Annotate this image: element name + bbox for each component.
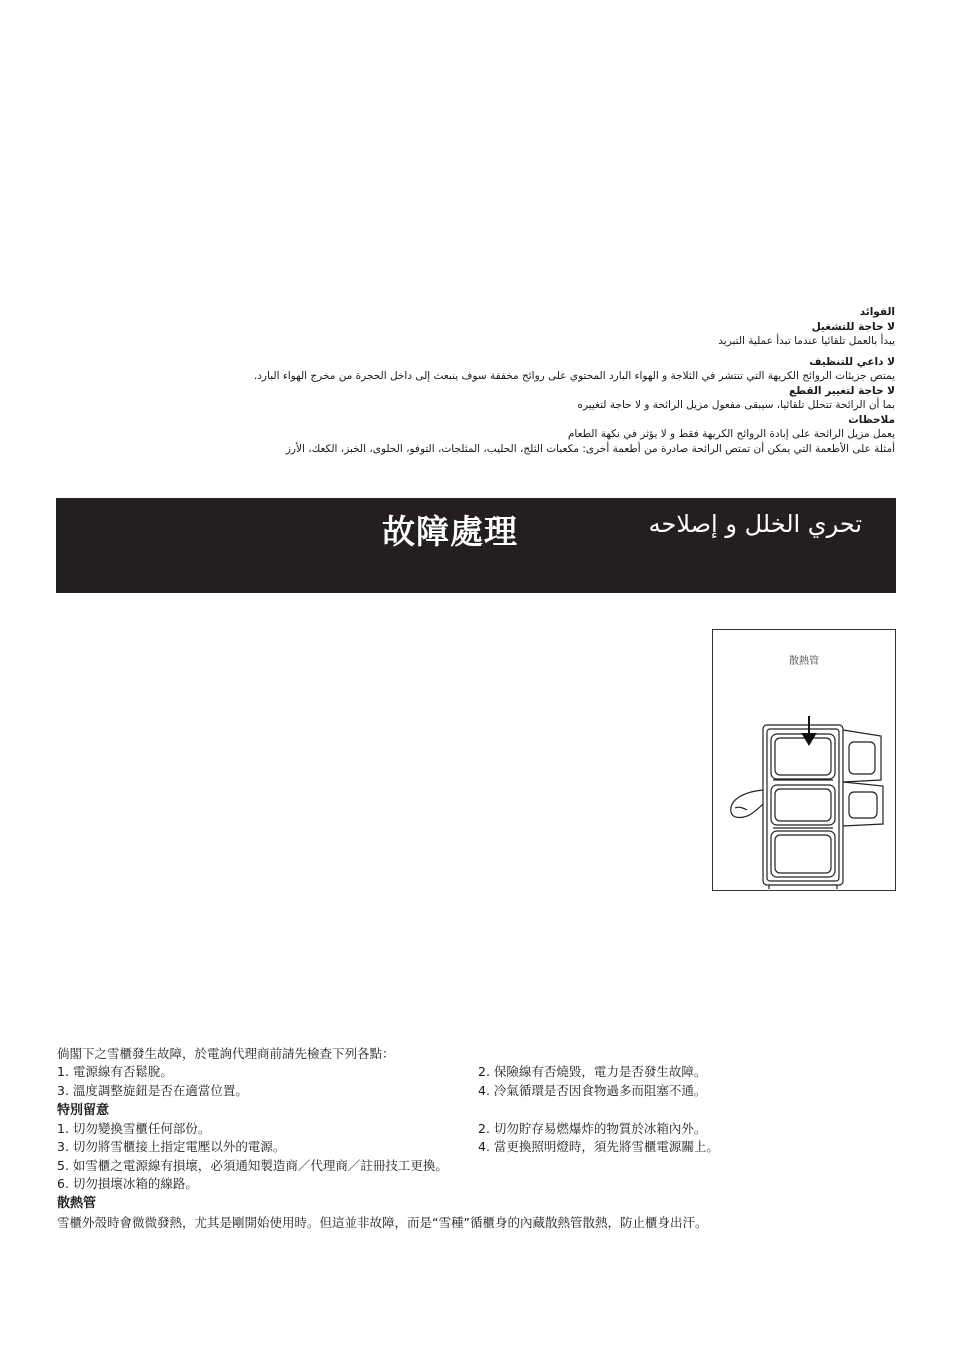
check-item: 3. 溫度調整旋鈕是否在適當位置。 bbox=[57, 1082, 248, 1098]
check-item: 1. 電源線有否鬆脫。 bbox=[57, 1064, 173, 1080]
no-replace-heading: لا حاجة لتغيير القطع bbox=[789, 384, 895, 397]
notes-text-2: أمثلة على الأطعمة التي يمكن أن تمتص الرائحة صادرة من أطعمة أخرى: مكعبات الثلج، الحليب، المثلجات، التوفو، الحلوى، الخبز، الكعك، الأرز bbox=[285, 442, 895, 455]
radiator-figure bbox=[712, 629, 896, 891]
attention-item: 2. 切勿貯存易燃爆炸的物質於冰箱內外。 bbox=[478, 1121, 707, 1137]
radiator-heading: 散熱管 bbox=[57, 1196, 97, 1212]
no-operation-text: يبدأ بالعمل تلقائيا عندما تبدأ عملية التبريد bbox=[718, 335, 895, 347]
attention-item: 1. 切勿變換雪櫃任何部份。 bbox=[57, 1121, 211, 1137]
no-cleaning-text: يمتص جزيئات الروائح الكريهة التي تنتشر في الثلاجة و الهواء البارد المحتوي على روائح مخففة سوف ينبعث إلى داخل الحجرة من مخرج الهواء البارد. bbox=[253, 370, 895, 382]
no-cleaning-heading: لا داعي للتنظيف bbox=[809, 355, 895, 368]
no-replace-text: بما أن الرائحة تتحلل تلقائيا، سيبقى مفعول مزيل الرائحة و لا حاجة لتغييره bbox=[577, 399, 895, 411]
attention-heading: 特別留意 bbox=[57, 1102, 110, 1118]
figure-caption: 散熱管 bbox=[789, 656, 819, 667]
refrigerator-diagram-icon bbox=[713, 630, 897, 892]
radiator-text: 雪櫃外殼時會微微發熱，尤其是剛開始使用時。但這並非故障，而是“雪種”循櫃身的內藏散熱管散熱，防止櫃身出汗。 bbox=[57, 1214, 708, 1230]
arabic-instructions bbox=[155, 305, 895, 456]
attention-item: 4. 當更換照明燈時，須先將雪櫃電源關上。 bbox=[478, 1139, 719, 1155]
check-item: 2. 保險線有否燒毀，電力是否發生故障。 bbox=[478, 1064, 707, 1080]
check-item: 4. 冷氣循環是否因食物過多而阻塞不通。 bbox=[478, 1082, 707, 1098]
troubleshooting-banner bbox=[56, 498, 896, 593]
attention-item: 3. 切勿將雪櫃接上指定電壓以外的電源。 bbox=[57, 1139, 286, 1155]
intro-text: 倘閣下之雪櫃發生故障，於電詢代理商前請先檢查下列各點： bbox=[57, 1046, 395, 1061]
notes-heading: ملاحظات bbox=[848, 413, 895, 426]
banner-title-zh: 故障處理 bbox=[382, 512, 518, 551]
attention-item: 6. 切勿損壞冰箱的線路。 bbox=[57, 1176, 198, 1192]
no-operation-heading: لا حاجة للتشغيل bbox=[811, 320, 895, 333]
attention-item: 5. 如雪櫃之電源線有損壞，必須通知製造商／代理商／註冊技工更換。 bbox=[57, 1157, 448, 1173]
notes-text-1: يعمل مزيل الرائحة على إبادة الروائح الكريهة فقط و لا يؤثر في نكهة الطعام bbox=[567, 428, 895, 440]
banner-title-ar: تحري الخلل و إصلاحه bbox=[648, 510, 862, 538]
benefits-heading: الفوائد bbox=[859, 306, 895, 318]
troubleshooting-chinese bbox=[57, 1045, 897, 1232]
